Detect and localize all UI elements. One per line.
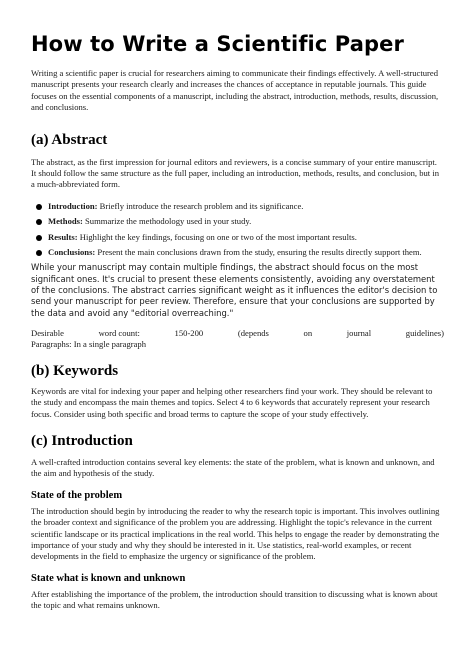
list-item (31, 216, 444, 227)
bullet-label: Methods: (48, 216, 83, 227)
introduction-paragraph: A well-crafted introduction contains several key elements: the state of the problem, what is known and unknown, and the aim and hypothesis of the study. (31, 456, 435, 479)
bullet-text: Summarize the methodology used in your study. (82, 216, 252, 227)
bullet-text: Highlight the key findings, focusing on one or two of the most important results. (77, 231, 357, 242)
bullet-label: Results: (48, 231, 78, 242)
known-unknown-heading: State what is known and unknown (31, 572, 186, 584)
keywords-heading: (b) Keywords (31, 362, 119, 379)
list-item (31, 247, 444, 258)
word-count-word: word count: (98, 327, 140, 338)
word-count-word: journal (346, 327, 372, 338)
abstract-structure-list (31, 201, 444, 259)
introduction-heading: (c) Introduction (31, 432, 133, 449)
word-count-word: 150-200 (174, 327, 204, 338)
known-unknown-paragraph: After establishing the importance of the problem, the introduction should transition to discussing what is known about the topic and what remains unknown. (31, 588, 438, 611)
list-item (31, 201, 444, 212)
word-count-word: on (303, 327, 313, 338)
word-count-line (31, 328, 444, 339)
keywords-paragraph: Keywords are vital for indexing your paper and helping other researchers find your work. They should be relevant to the study and encompass the main themes and topics. Select 4 to 6 keywords that accurately represent your research focus. Consider using both specific and broad terms to capture the scope of your study effectively. (31, 385, 433, 419)
abstract-heading: (a) Abstract (31, 131, 108, 148)
word-count-word: Desirable (31, 327, 64, 338)
bullet-icon (36, 235, 42, 241)
bullet-label: Conclusions: (48, 247, 96, 258)
bullet-text: Briefly introduce the research problem and its significance. (97, 200, 304, 211)
state-of-problem-paragraph: The introduction should begin by introducing the reader to why the research topic is important. This involves outlining the broader context and significance of the problem you are addressing. Highlight the topic's relevance in the current scientific landscape or its practical implications in the real world. This helps to engage the reader by demonstrating the importance of your study and why they should be interested in it. Use statistics, real-world examples, or recent developments in the field to emphasize the urgency or significance of the problem. (31, 505, 440, 562)
paragraphs-note: Paragraphs: In a single paragraph (31, 339, 147, 350)
word-count-word: (depends (237, 327, 269, 338)
bullet-icon (36, 219, 42, 225)
page-title: How to Write a Scientific Paper (31, 32, 404, 56)
bullet-icon (36, 204, 42, 210)
intro-paragraph: Writing a scientific paper is crucial for researchers aiming to communicate their findings effectively. A well-structured manuscript presents your research clearly and increases the chances of acceptance in reputable journals. This guide focuses on the essential components of a manuscript, including the abstract, introduction, methods, results, discussion, and conclusions. (31, 68, 439, 113)
word-count-word: guidelines) (405, 327, 444, 338)
bullet-text: Present the main conclusions drawn from the study, ensuring the results directly support them. (95, 247, 422, 258)
bullet-icon (36, 250, 42, 256)
state-of-problem-heading: State of the problem (31, 489, 123, 501)
abstract-followup-paragraph: While your manuscript may contain multiple findings, the abstract should focus on the most significant ones. It's crucial to present these elements consistently, avoiding any overstatement of the conclusions. The abstract carries significant weight as it influences the editor's decision to send your manuscript for peer review. Therefore, ensure that your conclusions are supported by the data and avoid any "editorial overreaching." (31, 262, 438, 318)
list-item (31, 232, 444, 243)
bullet-label: Introduction: (48, 200, 98, 211)
abstract-paragraph: The abstract, as the first impression for journal editors and reviewers, is a concise summary of your entire manuscript. It should follow the same structure as the full paper, including an introduction, methods, results, and conclusion, but in a much-abbreviated form. (31, 156, 440, 190)
